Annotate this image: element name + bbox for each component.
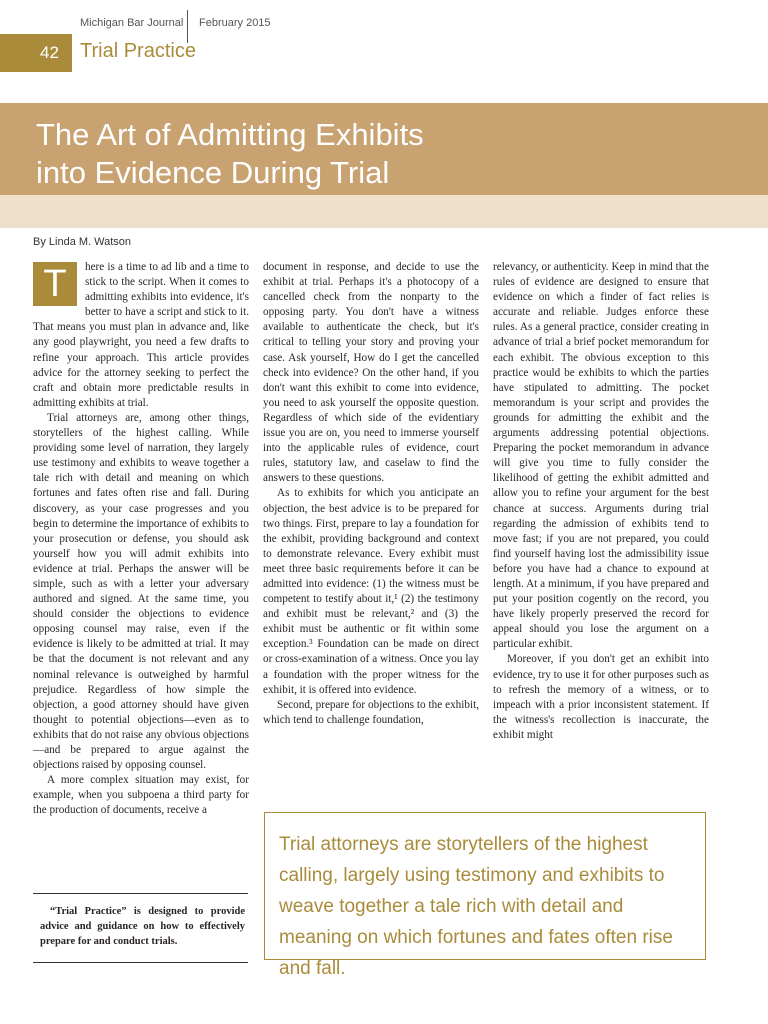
title-band-lower (0, 195, 768, 228)
title-line-1: The Art of Admitting Exhibits (36, 117, 424, 152)
sidebar-rule-top (33, 893, 248, 894)
sidebar-rule-bottom (33, 962, 248, 963)
page-number-block (0, 34, 72, 72)
header-separator (187, 10, 188, 43)
pull-quote-box (264, 812, 706, 979)
series-description-text: “Trial Practice” is designed to provide advice and guidance on how to effectively prepare for and conduct trials. (40, 906, 245, 947)
drop-cap: T (33, 262, 77, 306)
pull-quote: Trial attorneys are storytellers of the highest calling, largely using testimony and exhibits to weave together a tale rich with detail and meaning on which fortunes and fates often rise and fall. (279, 834, 673, 979)
column-3 (493, 260, 709, 743)
byline: By Linda M. Watson (33, 236, 132, 248)
paragraph: Trial attorneys are, among other things, storytellers of the highest calling. While providing some level of narration, they largely use testimony and exhibits to weave together a tale rich with detail and meaning on which fortunes and fates often rise and fall. During discovery, as your case progresses and you begin to determine the importance of exhibits to your prosecution or defense, you should ask yourself how you will admit exhibits into evidence at trial. Perhaps the answer will be simple, such as with a letter your adversary authored and signed. At the same time, you should consider the objections to evidence opposing counsel may raise, even if the evidence is likely to be admitted at trial. It may be that the document is not relevant and any nominal relevance is outweighed by harmful prejudice. Regardless of how simple the objection, a good attorney should have given thought to potential objections—even as to exhibits that do not raise any obvious objections—and be prepared to argue against the objections raised by opposing counsel. (33, 411, 249, 772)
paragraph: A more complex situation may exist, for example, when you subpoena a third party for the production of documents, receive a (33, 774, 249, 817)
column-2 (263, 260, 479, 728)
issue-date: February 2015 (199, 17, 271, 29)
series-description (40, 904, 245, 949)
title-line-2: into Evidence During Trial (36, 155, 390, 190)
column-1 (33, 260, 249, 818)
article-title (36, 116, 736, 192)
paragraph: Moreover, if you don't get an exhibit into evidence, try to use it for other purposes such as to refresh the memory of a witness, or to impeach with a prior inconsistent statement. If the witness's recollection is inaccurate, the exhibit might (493, 653, 709, 741)
paragraph: relevancy, or authenticity. Keep in mind that the rules of evidence are designed to ensure that evidence on which a finder of fact relies is accurate and reliable. Judges enforce these rules. As a general practice, consider creating in advance of trial a brief pocket memorandum for each exhibit. The obvious exception to this practice would be exhibits to which the parties have stipulated to admitting. The pocket memorandum is your script and provides the grounds for admitting the exhibit and the arguments addressing potential objections. Preparing the pocket memorandum in advance will give you time to fully consider the likelihood of getting the exhibit admitted and allow you to refine your argument for the best chance at success. Arguments during trial regarding the admission of exhibits tend to move fast; if you are not prepared, you could find yourself having lost the admissibility issue before you have had a chance to expound at length. At a minimum, if you have prepared and put your position cogently on the record, you have likely properly preserved the record for appeal should you lose the argument on a particular exhibit. (493, 261, 709, 651)
paragraph: document in response, and decide to use the exhibit at trial. Perhaps it's a photocopy of a cancelled check from the nonparty to the opposing party. You don't have a witness available to authenticate the check, but it's critical to telling your story and proving your case. Ask yourself, How do I get the cancelled check into evidence? On the other hand, if you don't want this exhibit to come into evidence, you need to ask yourself the opposite question. Regardless of which side of the evidentiary issue you are on, you need to immerse yourself into the applicable rules of evidence, court rules, statutory law, and caselaw to find the answers to these questions. (263, 261, 479, 485)
journal-name: Michigan Bar Journal (80, 17, 184, 29)
paragraph: Second, prepare for objections to the exhibit, which tend to challenge foundation, (263, 698, 479, 726)
section-name: Trial Practice (80, 40, 196, 62)
paragraph: here is a time to ad lib and a time to stick to the script. When it comes to admitting exhibits into evidence, it's better to have a script and stick to it. That means you must plan in advance and, like any good playwright, you need a few drafts to refine your approach. This article provides advice for the attorney seeking to perfect the craft and obtain more predictable results in admitting exhibits at trial. (33, 261, 249, 409)
paragraph: As to exhibits for which you anticipate an objection, the best advice is to be prepared for two things. First, prepare to lay a foundation for the exhibit, providing background and context to demonstrate relevance. Every exhibit must meet three basic requirements before it can be admitted into evidence: (1) the witness must be competent to testify about it,¹ (2) the testimony and exhibit must be relevant,² and (3) the exhibit must be authentic or fit within some exception.³ Foundation can be made on direct or cross-examination of a witness. Once you lay a foundation with the proper witness for the exhibit, it is offered into evidence. (263, 487, 479, 696)
page-number: 42 (40, 43, 59, 62)
